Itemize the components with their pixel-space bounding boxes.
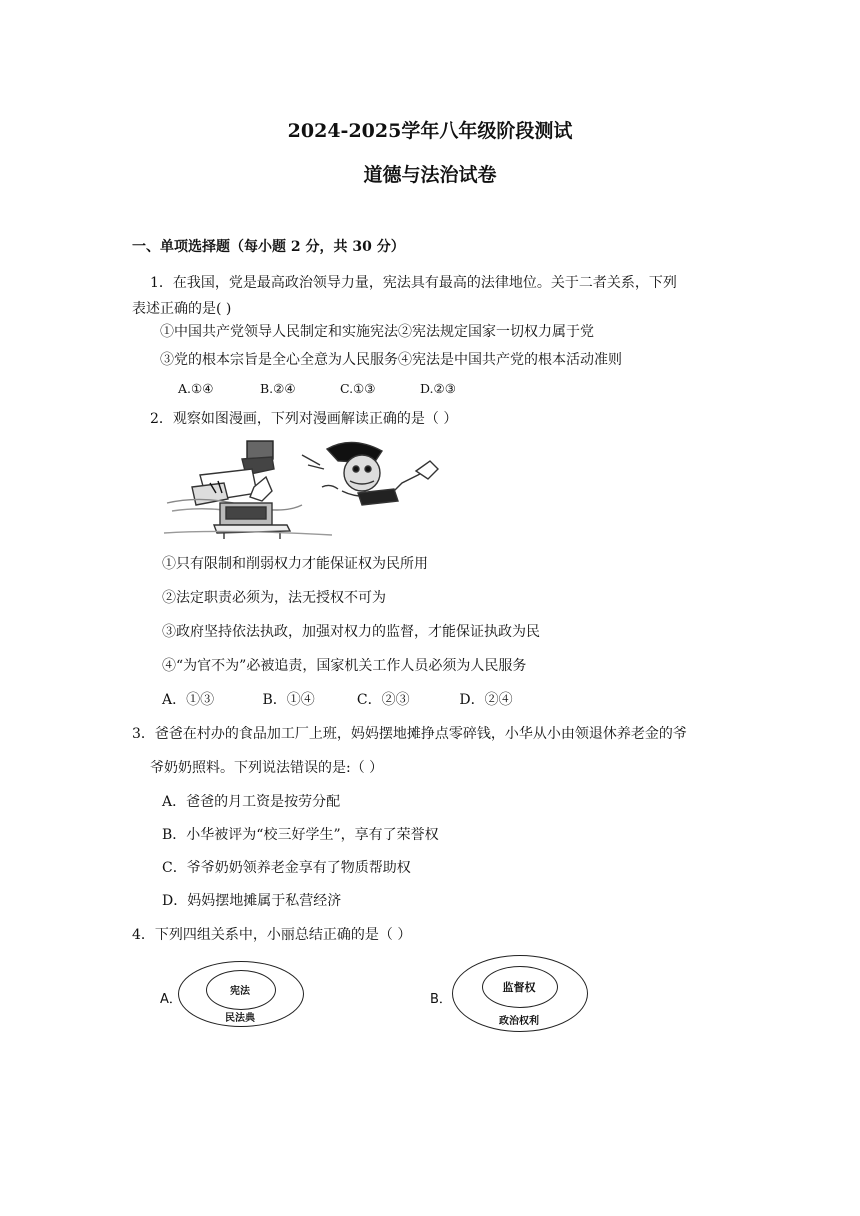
q1-option-b[interactable]: B.②④ — [259, 381, 296, 396]
q1-option-d[interactable]: D.②③ — [419, 381, 456, 396]
q4-b-inner-label: 监督权 — [502, 981, 536, 994]
page-subtitle: 道德与法治试卷 — [363, 164, 497, 186]
q1-stem-line2: 表述正确的是( ) — [132, 301, 232, 317]
q3-option-b[interactable]: B．小华被评为“校三好学生”，享有了荣誉权 — [162, 827, 439, 843]
page-title: 2024-2025学年八年级阶段测试 — [287, 120, 573, 142]
q3-stem-line2: 爷奶奶照料。下列说法错误的是:（ ） — [150, 760, 384, 776]
q2-option-a[interactable]: A．①③ — [162, 692, 215, 708]
q3-stem-line1: 3．爸爸在村办的食品加工厂上班，妈妈摆地摊挣点零碎钱，小华从小由领退休养老金的爷 — [132, 726, 687, 742]
q4-stem: 4．下列四组关系中，小丽总结正确的是（ ） — [132, 927, 412, 943]
q1-statement-2: ③党的根本宗旨是全心全意为人民服务④宪法是中国共产党的根本活动准则 — [160, 352, 622, 368]
q1-option-c[interactable]: C.①③ — [339, 381, 376, 396]
q2-statement-4: ④“为官不为”必被追责，国家机关工作人员必须为人民服务 — [162, 658, 527, 674]
q1-option-a[interactable]: A.①④ — [178, 381, 214, 396]
q2-option-b[interactable]: B．①④ — [262, 692, 315, 708]
q2-stem: 2．观察如图漫画，下列对漫画解读正确的是（ ） — [150, 411, 458, 427]
q1-stem-line1: 1．在我国，党是最高政治领导力量，宪法具有最高的法律地位。关于二者关系，下列 — [150, 275, 677, 291]
q2-statement-3: ③政府坚持依法执政，加强对权力的监督，才能保证执政为民 — [162, 624, 540, 640]
q2-statement-2: ②法定职责必须为，法无授权不可为 — [162, 590, 386, 606]
q1-statement-1: ①中国共产党领导人民制定和实施宪法②宪法规定国家一切权力属于党 — [160, 324, 594, 340]
q3-option-d[interactable]: D．妈妈摆地摊属于私营经济 — [162, 893, 342, 909]
q2-option-c[interactable]: C．②③ — [356, 692, 410, 708]
q3-option-a[interactable]: A．爸爸的月工资是按劳分配 — [162, 794, 341, 810]
cartoon-illustration — [162, 435, 472, 540]
q4-a-outer-label: 民法典 — [225, 1013, 255, 1024]
q2-statement-1: ①只有限制和削弱权力才能保证权为民所用 — [162, 556, 428, 572]
q4-b-outer-label: 政治权利 — [499, 1016, 539, 1027]
q2-option-d[interactable]: D．②④ — [459, 692, 513, 708]
q4-option-b-letter[interactable]: B． — [430, 992, 452, 1007]
q3-option-c[interactable]: C．爷爷奶奶领养老金享有了物质帮助权 — [162, 860, 411, 876]
section-heading: 一、单项选择题（每小题 2 分，共 30 分） — [132, 239, 405, 255]
q4-option-a-letter[interactable]: A． — [160, 992, 182, 1007]
q2-options — [162, 689, 513, 709]
q4-a-inner-label: 宪法 — [230, 986, 250, 997]
q1-options — [178, 381, 456, 396]
